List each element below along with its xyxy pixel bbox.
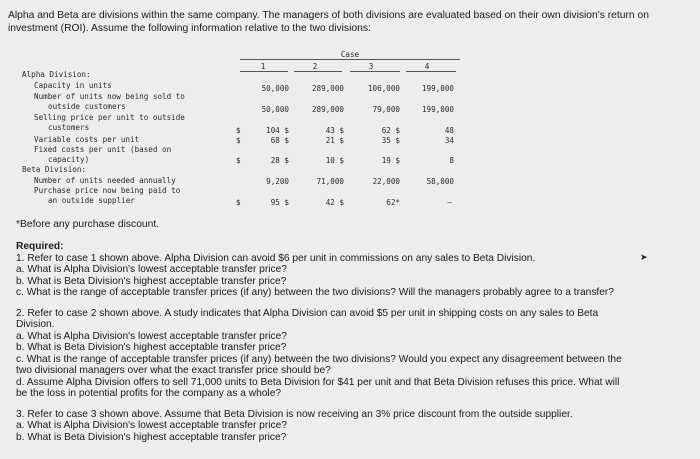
required-section	[16, 241, 692, 443]
variable-costs-label: Variable costs per unit	[34, 135, 140, 144]
problem-intro: Alpha and Beta are divisions within the same company. The managers of both divisions are evaluated based on their own division's return on investment (ROI). Assume the following information relative to the two divisions:	[8, 10, 649, 34]
question-2c: c. What is the range of acceptable transfer prices (if any) between the two divisions? Would you expect any disagreement between the	[16, 353, 622, 365]
case-table	[8, 50, 460, 216]
fixed-costs-label-cont: capacity)	[48, 155, 90, 164]
case-3-header: 3	[368, 62, 374, 71]
variable-costs-case-3: 35 $	[381, 136, 400, 145]
question-1b: b. What is Beta Division's highest acceptable transfer price?	[16, 275, 287, 287]
col-rule	[406, 71, 456, 72]
units-sold-case-3: 79,000	[372, 105, 400, 114]
alpha-division-header: Alpha Division:	[22, 70, 91, 79]
units-needed-case-2: 71,000	[316, 177, 344, 186]
selling-price-label-cont: customers	[48, 123, 90, 132]
selling-price-case-2: 43 $	[325, 126, 344, 135]
selling-price-case-3: 62 $	[381, 126, 400, 135]
variable-costs-case-2: 21 $	[325, 136, 344, 145]
case-1-header: 1	[260, 62, 266, 71]
fixed-costs-case-2: 10 $	[325, 156, 344, 165]
question-2b: b. What is Beta Division's highest acceptable transfer price?	[16, 342, 287, 353]
selling-price-case-4: 48	[444, 126, 454, 135]
units-needed-case-3: 22,000	[372, 177, 400, 186]
fixed-costs-label: Fixed costs per unit (based on	[34, 145, 172, 154]
units-sold-case-4: 199,000	[421, 105, 454, 114]
purchase-price-case-2: 42 $	[325, 198, 344, 207]
question-2d: d. Assume Alpha Division offers to sell 71,000 units to Beta Division for $41 per unit and that Beta Division refuses this price. What will	[16, 376, 620, 388]
col-rule	[294, 71, 342, 72]
selling-price-label: Selling price per unit to outside	[34, 113, 185, 122]
fixed-costs-case-3: 19 $	[381, 156, 400, 165]
question-2: 2. Refer to case 2 shown above. A study indicates that Alpha Division can avoid $5 per unit in shipping costs on any sales to Beta	[16, 307, 599, 319]
capacity-case-4: 199,000	[421, 84, 454, 93]
cursor-arrow-icon: ➤	[640, 252, 648, 262]
units-sold-label: Number of units now being sold to	[34, 92, 185, 101]
selling-price-case-1: 104 $	[266, 126, 289, 135]
case-title: Case	[340, 50, 360, 59]
dollar-sign: $	[236, 126, 241, 135]
col-rule	[350, 71, 400, 72]
dollar-sign: $	[236, 156, 241, 165]
fixed-costs-case-1: 28 $	[270, 156, 289, 165]
fixed-costs-case-4: 8	[449, 156, 454, 165]
question-2a: a. What is Alpha Division's lowest acceptable transfer price?	[16, 330, 287, 342]
variable-costs-case-1: 68 $	[270, 136, 289, 145]
question-1: 1. Refer to case 1 shown above. Alpha Division can avoid $6 per unit in commissions on any sales to Beta Division.	[16, 252, 536, 264]
units-sold-label-cont: outside customers	[48, 102, 126, 111]
question-1c: c. What is the range of acceptable transfer prices (if any) between the two divisions? Will the managers probably agree to a transfer?	[16, 287, 614, 298]
purchase-price-label-cont: an outside supplier	[48, 196, 135, 205]
purchase-price-case-1: 95 $	[270, 198, 289, 207]
case-2-header: 2	[312, 62, 318, 71]
capacity-case-2: 289,000	[311, 84, 344, 93]
units-needed-case-1: 9,200	[266, 177, 289, 186]
dollar-sign: $	[236, 198, 241, 207]
question-3b: b. What is Beta Division's highest acceptable transfer price?	[16, 431, 287, 443]
capacity-case-1: 50,000	[261, 84, 289, 93]
units-needed-case-4: 58,000	[426, 177, 454, 186]
capacity-label: Capacity in units	[34, 81, 112, 90]
capacity-case-3: 106,000	[367, 84, 400, 93]
question-1a: a. What is Alpha Division's lowest acceptable transfer price?	[16, 264, 287, 275]
question-2d-cont: be the loss in potential profits for the company as a whole?	[16, 388, 282, 399]
case-4-header: 4	[424, 62, 430, 71]
case-header-rule	[240, 59, 460, 60]
dollar-sign: $	[236, 136, 241, 145]
question-3a: a. What is Alpha Division's lowest acceptable transfer price?	[16, 420, 287, 431]
variable-costs-case-4: 34	[444, 136, 454, 145]
beta-division-header: Beta Division:	[22, 165, 87, 174]
purchase-price-case-4: –	[447, 198, 452, 207]
question-3: 3. Refer to case 3 shown above. Assume that Beta Division is now receiving an 3% price discount from the outside supplier.	[16, 408, 573, 420]
question-2-cont: Division.	[16, 319, 55, 330]
purchase-price-case-3: 62*	[386, 198, 400, 207]
units-sold-case-1: 50,000	[261, 105, 289, 114]
col-rule	[240, 71, 288, 72]
purchase-price-label: Purchase price now being paid to	[34, 186, 181, 195]
units-sold-case-2: 289,000	[311, 105, 344, 114]
units-needed-label: Number of units needed annually	[34, 176, 176, 185]
required-title: Required:	[16, 241, 64, 252]
question-2c-cont: two divisional managers over what the exact transfer price should be?	[16, 365, 331, 376]
footnote: *Before any purchase discount.	[16, 219, 160, 230]
